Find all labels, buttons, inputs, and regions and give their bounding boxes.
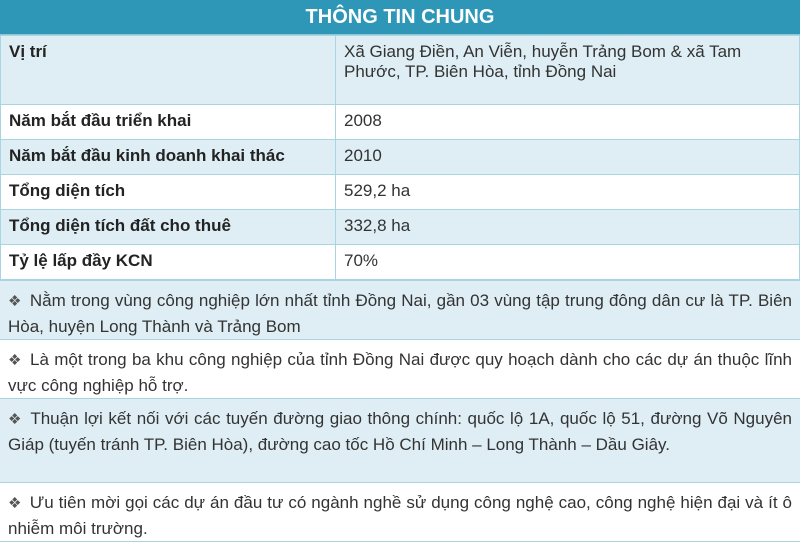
info-label: Năm bắt đầu kinh doanh khai thác — [1, 140, 336, 175]
info-label: Năm bắt đầu triển khai — [1, 105, 336, 140]
note-text: Nằm trong vùng công nghiệp lớn nhất tỉnh Đồng Nai, gần 03 vùng tập trung đông dân cư là TP. Biên Hòa, huyện Long Thành và Trảng Bom — [8, 291, 792, 336]
diamond-bullet-icon: ❖ — [8, 411, 23, 428]
note-row — [0, 340, 800, 399]
diamond-bullet-icon: ❖ — [8, 495, 22, 512]
note-item — [0, 483, 800, 542]
info-value: 529,2 ha — [336, 175, 800, 210]
info-row-location — [1, 36, 800, 105]
info-table — [0, 35, 800, 280]
info-row-start-year — [1, 105, 800, 140]
info-value: 70% — [336, 245, 800, 280]
note-text: Là một trong ba khu công nghiệp của tỉnh Đồng Nai được quy hoạch dành cho các dự án thuộc lĩnh vực công nghiệp hỗ trợ. — [8, 350, 792, 395]
note-row — [0, 483, 800, 542]
diamond-bullet-icon: ❖ — [8, 352, 23, 369]
info-label: Tỷ lệ lấp đầy KCN — [1, 245, 336, 280]
note-item — [0, 399, 800, 483]
info-row-business-year — [1, 140, 800, 175]
info-row-occupancy-rate — [1, 245, 800, 280]
note-item — [0, 281, 800, 340]
info-row-total-area — [1, 175, 800, 210]
info-row-lease-area — [1, 210, 800, 245]
note-item — [0, 340, 800, 399]
section-header: THÔNG TIN CHUNG — [0, 0, 800, 35]
note-row — [0, 281, 800, 340]
info-value: Xã Giang Điền, An Viễn, huyễn Trảng Bom & xã Tam Phước, TP. Biên Hòa, tỉnh Đồng Nai — [336, 36, 800, 105]
notes-table — [0, 280, 800, 542]
info-value: 2008 — [336, 105, 800, 140]
info-label: Tổng diện tích đất cho thuê — [1, 210, 336, 245]
info-label: Vị trí — [1, 36, 336, 105]
diamond-bullet-icon: ❖ — [8, 293, 22, 310]
note-text: Thuận lợi kết nối với các tuyến đường giao thông chính: quốc lộ 1A, quốc lộ 51, đường Võ Nguyên Giáp (tuyến tránh TP. Biên Hòa), đường cao tốc Hồ Chí Minh – Long Thành – Dầu Giây. — [8, 409, 792, 454]
info-value: 332,8 ha — [336, 210, 800, 245]
info-value: 2010 — [336, 140, 800, 175]
note-row — [0, 399, 800, 483]
info-label: Tổng diện tích — [1, 175, 336, 210]
note-text: Ưu tiên mời gọi các dự án đầu tư có ngành nghề sử dụng công nghệ cao, công nghệ hiện đại và ít ô nhiễm môi trường. — [8, 493, 792, 538]
